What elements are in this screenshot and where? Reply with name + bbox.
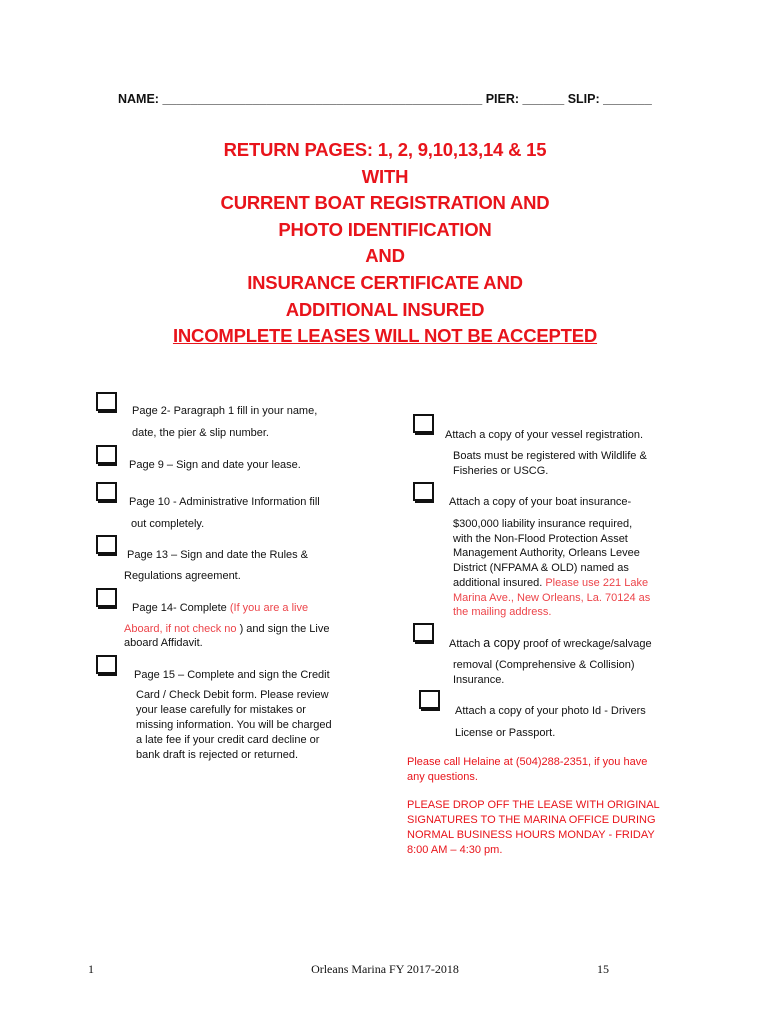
insurance-checkbox[interactable]	[413, 482, 434, 501]
page2-text-1: Page 2- Paragraph 1 fill in your name,	[132, 405, 318, 417]
dropoff-text-3: NORMAL BUSINESS HOURS MONDAY - FRIDAY	[407, 829, 655, 841]
page9-checkbox[interactable]	[96, 445, 117, 464]
insurance-text-1: Attach a copy of your boat insurance-	[449, 496, 632, 508]
insurance-text-6b: Please use 221 Lake	[545, 577, 649, 589]
insurance-text-5: District (NFPAMA & OLD) named as	[453, 562, 629, 574]
page15-text-6: bank draft is rejected or returned.	[136, 749, 299, 761]
page9-text: Page 9 – Sign and date your lease.	[129, 459, 301, 471]
page14-text-2a: Aboard, if not check no	[124, 623, 237, 635]
insurance-text-6	[453, 576, 648, 591]
page2-checkbox[interactable]	[96, 392, 117, 411]
insurance-text-7: Marina Ave., New Orleans, La. 70124 as	[453, 592, 651, 604]
contact-text-2: any questions.	[407, 771, 478, 783]
insurance-text-8: the mailing address.	[453, 606, 552, 618]
page15-text-5: a late fee if your credit card decline or	[136, 734, 320, 746]
return-pages-title	[0, 137, 770, 350]
wreckage-text-3: Insurance.	[453, 674, 505, 686]
title-line-1: RETURN PAGES: 1, 2, 9,10,13,14 & 15	[223, 139, 547, 160]
page13-text-2: Regulations agreement.	[124, 570, 241, 582]
registration-checkbox[interactable]	[413, 414, 434, 433]
page14-text-3: aboard Affidavit.	[124, 637, 203, 649]
page13-checkbox[interactable]	[96, 535, 117, 554]
wreckage-checkbox[interactable]	[413, 623, 434, 642]
dropoff-text-2: SIGNATURES TO THE MARINA OFFICE DURING	[407, 814, 656, 826]
name-pier-slip-line: NAME: ______________________________________________ PIER: ______ SLIP: _______	[118, 92, 652, 106]
dropoff-text-1: PLEASE DROP OFF THE LEASE WITH ORIGINAL	[407, 799, 660, 811]
dropoff-text-4: 8:00 AM – 4:30 pm.	[407, 844, 503, 856]
footer-page-right: 15	[597, 962, 609, 976]
wreckage-text-1a: Attach	[449, 638, 484, 650]
insurance-text-6a: additional insured.	[453, 577, 546, 589]
page15-text-3: your lease carefully for mistakes or	[136, 704, 306, 716]
page10-checkbox[interactable]	[96, 482, 117, 501]
page14-checkbox[interactable]	[96, 588, 117, 607]
page15-checkbox[interactable]	[96, 655, 117, 674]
insurance-text-3: with the Non-Flood Protection Asset	[453, 533, 628, 545]
title-line-3: CURRENT BOAT REGISTRATION AND	[220, 192, 550, 214]
page14-text-1b: (If you are a live	[229, 602, 309, 614]
page14-text-2b: ) and sign the Live	[236, 623, 330, 635]
title-line-7: ADDITIONAL INSURED	[285, 298, 485, 320]
footer-page-left: 1	[88, 962, 94, 976]
title-line-2: WITH	[361, 165, 409, 187]
photo-id-checkbox[interactable]	[419, 690, 440, 709]
registration-text-1: Attach a copy of your vessel registration.	[445, 429, 644, 441]
wreckage-text-1c: proof of wreckage/salvage	[520, 638, 652, 650]
page13-text-1: Page 13 – Sign and date the Rules &	[127, 549, 309, 561]
page2-text-2: date, the pier & slip number.	[132, 427, 269, 439]
incomplete-warning: INCOMPLETE LEASES WILL NOT BE ACCEPTED	[172, 325, 598, 347]
insurance-text-2: $300,000 liability insurance required,	[453, 518, 633, 530]
page10-text-2: out completely.	[131, 518, 205, 530]
insurance-text-4: Management Authority, Orleans Levee	[453, 547, 640, 559]
page10-text-1: Page 10 - Administrative Information fill	[129, 496, 320, 508]
contact-text-1: Please call Helaine at (504)288-2351, if you have	[407, 756, 648, 768]
footer-title: Orleans Marina FY 2017-2018	[311, 962, 459, 976]
title-line-5: AND	[365, 245, 405, 267]
page14-text-2	[124, 622, 329, 637]
photo-id-text-2: License or Passport.	[455, 727, 556, 739]
page15-text-1: Page 15 – Complete and sign the Credit	[134, 669, 330, 681]
wreckage-text-1b: a copy	[483, 636, 521, 650]
wreckage-text-1	[449, 636, 652, 652]
page14-text-1	[132, 601, 308, 616]
wreckage-text-2: removal (Comprehensive & Collision)	[453, 659, 635, 671]
title-line-4: PHOTO IDENTIFICATION	[278, 218, 492, 240]
page15-text-4: missing information. You will be charged	[136, 719, 332, 731]
page14-text-1a: Page 14- Complete	[132, 602, 230, 614]
registration-text-3: Fisheries or USCG.	[453, 465, 549, 477]
page15-text-2: Card / Check Debit form. Please review	[136, 689, 329, 701]
registration-text-2: Boats must be registered with Wildlife &	[453, 450, 647, 462]
photo-id-text-1: Attach a copy of your photo Id - Drivers	[455, 705, 646, 717]
title-line-6: INSURANCE CERTIFICATE AND	[247, 271, 523, 293]
